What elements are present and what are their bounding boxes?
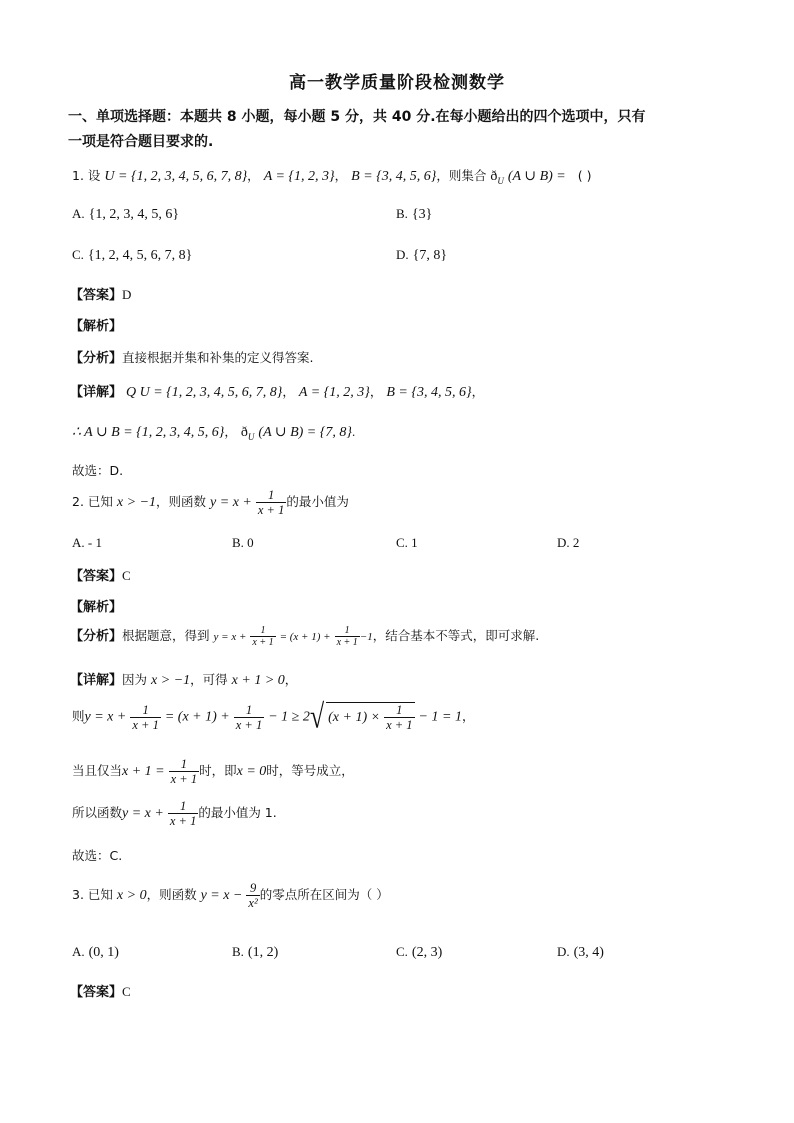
q2-xiangjie-line4: 所以函数y = x + $\frac{1}{x + 1}$ 的最小值为 1. xyxy=(72,799,277,828)
q2-xiangjie-line2: 则y = x + $\frac{1}{x + 1}$ = (x + 1) + $\frac{1}{x + 1}$ − 1 ≥ 2√ (x + 1) × $\frac{1}{x + 1}$ − 1 = 1， xyxy=(72,697,475,736)
q3-answer: 【答案】C xyxy=(70,984,131,1000)
q1-answer-blank: ( ) xyxy=(577,168,592,183)
q1-answer: 【答案】D xyxy=(70,287,132,303)
question-1-stem: 1. 设 U = {1, 2, 3, 4, 5, 6, 7, 8}， A = {1, 2, 3}， B = {3, 4, 5, 6}，则集合 $ð_U$ (A ∪ B) = ( ) xyxy=(72,168,592,187)
q1-option-b: B. {3} xyxy=(396,206,433,222)
q1-xiangjie-line2: ∴ A ∪ B = {1, 2, 3, 4, 5, 6}， $ð_U$ (A ∪ B) = {7, 8}. xyxy=(72,424,356,443)
q1-fenxi: 【分析】直接根据并集和补集的定义得答案. xyxy=(70,350,314,366)
q1-complement-symbol: ð xyxy=(490,169,498,184)
question-2-stem: 2. 已知 x > −1，则函数 y = x + $\frac{1}{x + 1}$ 的最小值为 xyxy=(72,488,349,517)
q2-fraction: $\frac{1}{x + 1}$ xyxy=(257,488,285,517)
q2-conclusion: 故选：C. xyxy=(72,848,123,863)
q1-option-c: C. {1, 2, 4, 5, 6, 7, 8} xyxy=(72,247,193,263)
section-heading-line2: 一项是符合题目要求的. xyxy=(68,134,214,150)
q3-fraction: $\frac{9}{\text{x²}}$ xyxy=(248,881,258,910)
q1-xiangjie-line1: 【详解】 Q U = {1, 2, 3, 4, 5, 6, 7, 8}， A = {1, 2, 3}， B = {3, 4, 5, 6}， xyxy=(70,384,485,400)
q2-answer: 【答案】C xyxy=(70,568,131,584)
q2-analysis-tag: 【解析】 xyxy=(70,600,123,615)
question-3-stem: 3. 已知 x > 0，则函数 y = x − $\frac{9}{\text{x²}}$ 的零点所在区间为（ ） xyxy=(72,881,389,910)
q1-set-u: U = {1, 2, 3, 4, 5, 6, 7, 8} xyxy=(104,169,248,184)
q1-analysis-tag: 【解析】 xyxy=(70,319,123,334)
q1-set-b: B = {3, 4, 5, 6} xyxy=(351,169,437,184)
q2-xiangjie-line3: 当且仅当x + 1 = $\frac{1}{x + 1}$ 时，即x = 0时，等号成立， xyxy=(72,757,354,786)
sqrt-radicand: (x + 1) × $\frac{1}{x + 1}$ xyxy=(328,703,413,732)
q1-expression: (A ∪ B) = xyxy=(507,169,566,184)
q2-option-a: A. - 1 xyxy=(72,535,102,550)
q1-option-a: A. {1, 2, 3, 4, 5, 6} xyxy=(72,206,180,222)
q2-option-d: D. 2 xyxy=(557,535,580,550)
q1-prefix: 1. 设 xyxy=(72,168,101,183)
q1-set-a: A = {1, 2, 3} xyxy=(263,169,335,184)
q1-conclusion: 故选：D. xyxy=(72,463,124,478)
q2-option-b: B. 0 xyxy=(232,535,254,550)
q3-option-a: A. (0, 1) xyxy=(72,944,119,960)
section-heading-line1: 一、单项选择题：本题共 8 小题，每小题 5 分，共 40 分.在每小题给出的四个选项中，只有 xyxy=(68,109,646,125)
q3-option-c: C. (2, 3) xyxy=(396,944,443,960)
q3-option-d: D. (3, 4) xyxy=(557,944,604,960)
page-title: 高一教学质量阶段检测数学 xyxy=(289,73,505,93)
q3-option-b: B. (1, 2) xyxy=(232,944,279,960)
q2-fenxi: 【分析】根据题意，得到 y = x + $\frac{1}{x + 1}$ = (x + 1) + $\frac{1}{x + 1}$ −1，结合基本不等式，即可求解. xyxy=(70,625,540,648)
q1-option-d: D. {7, 8} xyxy=(396,247,448,263)
sqrt-symbol: √ xyxy=(309,697,325,736)
q2-xiangjie-line1: 【详解】因为 x > −1，可得 x + 1 > 0， xyxy=(70,672,298,688)
q2-option-c: C. 1 xyxy=(396,535,418,550)
